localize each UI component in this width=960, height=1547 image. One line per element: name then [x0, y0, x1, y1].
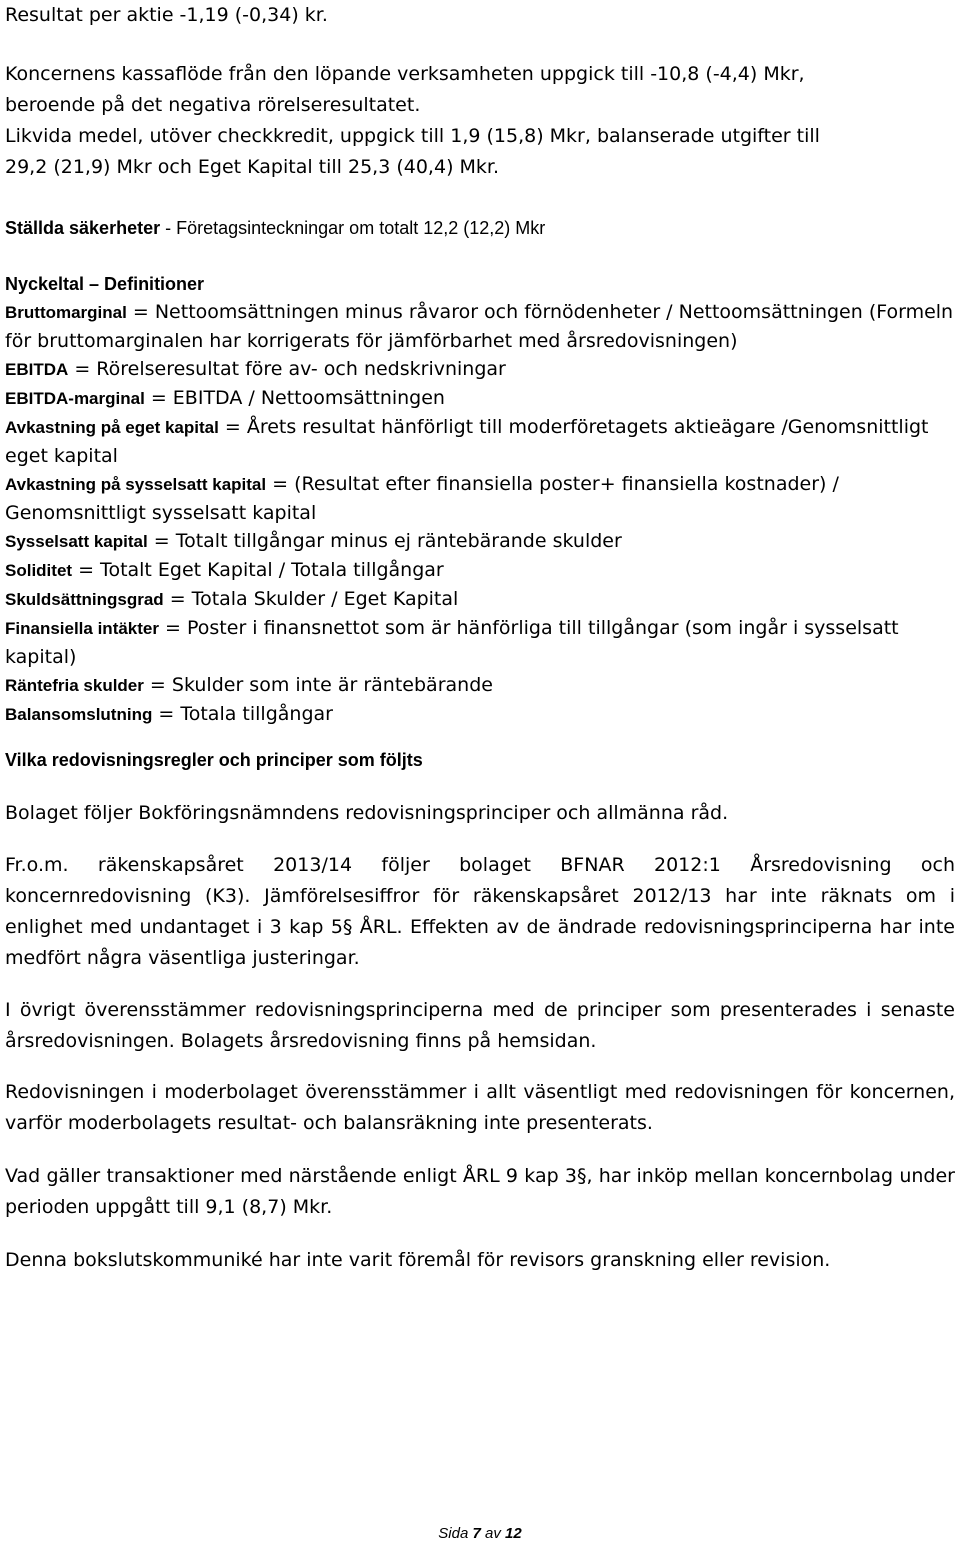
definition-item — [5, 470, 955, 527]
definition-term: Avkastning på sysselsatt kapital — [5, 475, 267, 494]
definition-item — [5, 355, 955, 384]
principles-paragraph-6: Denna bokslutskommuniké har inte varit föremål för revisors granskning eller revision. — [5, 1249, 831, 1271]
definition-text: = Totala Skulder / Eget Kapital — [163, 588, 459, 610]
definition-text: = (Resultat efter finansiella poster+ finansiella kostnader) / Genomsnittligt sysselsatt kapital — [5, 473, 839, 524]
definition-text: = Totala tillgångar — [152, 703, 333, 725]
page-footer — [0, 1525, 960, 1542]
definition-term: Avkastning på eget kapital — [5, 418, 219, 437]
definition-term: EBITDA-marginal — [5, 389, 145, 408]
footer-page-number: 7 — [472, 1525, 481, 1542]
definition-item — [5, 556, 955, 585]
definition-item — [5, 700, 955, 729]
definition-text: = Årets resultat hänförligt till moderföretagets aktieägare /Genomsnittligt eget kapital — [5, 416, 929, 467]
definition-term: Balansomslutning — [5, 705, 153, 724]
definition-text: = Rörelseresultat före av- och nedskrivningar — [68, 358, 506, 380]
definitions-list — [5, 298, 955, 729]
principles-paragraph-1: Bolaget följer Bokföringsnämndens redovisningsprinciper och allmänna råd. — [5, 802, 729, 824]
pledged-assets — [5, 218, 545, 239]
definition-item — [5, 413, 955, 470]
liquidity-line-1: Likvida medel, utöver checkkredit, uppgick till 1,9 (15,8) Mkr, balanserade utgifter till — [5, 125, 820, 147]
principles-paragraph-4: Redovisningen i moderbolaget överensstämmer i allt väsentligt med redovisningen för koncernen, varför moderbolagets resultat- och balansräkning inte presenterats. — [5, 1081, 955, 1134]
definition-term: Soliditet — [5, 561, 73, 580]
principles-paragraph-3: I övrigt överensstämmer redovisningsprinciperna med de principer som presenterades i senaste årsredovisningen. Bolagets årsredovisning finns på hemsidan. — [5, 999, 955, 1052]
pledged-assets-label: Ställda säkerheter — [5, 218, 161, 238]
definition-text: = Totalt tillgångar minus ej räntebärande skulder — [147, 530, 622, 552]
definition-item — [5, 671, 955, 700]
cashflow-line-1: Koncernens kassaflöde från den löpande verksamheten uppgick till -10,8 (-4,4) Mkr, — [5, 63, 805, 85]
cashflow-line-2: beroende på det negativa rörelseresultatet. — [5, 94, 421, 116]
definition-item — [5, 384, 955, 413]
definition-term: EBITDA — [5, 360, 69, 379]
definition-text: = Skulder som inte är räntebärande — [143, 674, 493, 696]
pledged-assets-text: - Företagsinteckningar om totalt 12,2 (12,2) Mkr — [160, 218, 546, 238]
result-per-share: Resultat per aktie -1,19 (-0,34) kr. — [5, 4, 328, 26]
definition-term: Bruttomarginal — [5, 303, 127, 322]
liquidity-line-2: 29,2 (21,9) Mkr och Eget Kapital till 25,3 (40,4) Mkr. — [5, 156, 500, 178]
principles-heading: Vilka redovisningsregler och principer som följts — [5, 750, 423, 770]
definition-text: = Totalt Eget Kapital / Totala tillgångar — [72, 559, 444, 581]
principles-paragraph-2: Fr.o.m. räkenskapsåret 2013/14 följer bolaget BFNAR 2012:1 Årsredovisning och koncernredovisning (K3). Jämförelsesiffror för räkenskapsåret 2012/13 har inte räknats om i enlighet med undantaget i 3 kap 5§ ÅRL. Effekten av de ändrade redovisningsprinciperna har inte medfört några väsentliga justeringar. — [5, 854, 955, 969]
footer-page-total: 12 — [505, 1525, 522, 1542]
footer-mid: av — [480, 1525, 506, 1542]
definition-term: Sysselsatt kapital — [5, 532, 148, 551]
definition-item — [5, 585, 955, 614]
definition-term: Skuldsättningsgrad — [5, 590, 164, 609]
principles-paragraph-5: Vad gäller transaktioner med närstående enligt ÅRL 9 kap 3§, har inköp mellan koncernbolag under perioden uppgått till 9,1 (8,7) Mkr. — [5, 1165, 955, 1218]
definition-term: Räntefria skulder — [5, 676, 144, 695]
definition-term: Finansiella intäkter — [5, 619, 159, 638]
definition-text: = EBITDA / Nettoomsättningen — [144, 387, 445, 409]
definition-text: = Poster i finansnettot som är hänförliga till tillgångar (som ingår i sysselsatt kapital) — [5, 617, 899, 668]
footer-prefix: Sida — [438, 1525, 473, 1542]
definition-item — [5, 298, 955, 355]
definition-text: = Nettoomsättningen minus råvaror och förnödenheter / Nettoomsättningen (Formeln för bruttomarginalen har korrigerats för jämförbarhet med årsredovisningen) — [5, 301, 954, 352]
definition-item — [5, 614, 955, 671]
definition-item — [5, 527, 955, 556]
definitions-heading: Nyckeltal – Definitioner — [5, 274, 205, 294]
